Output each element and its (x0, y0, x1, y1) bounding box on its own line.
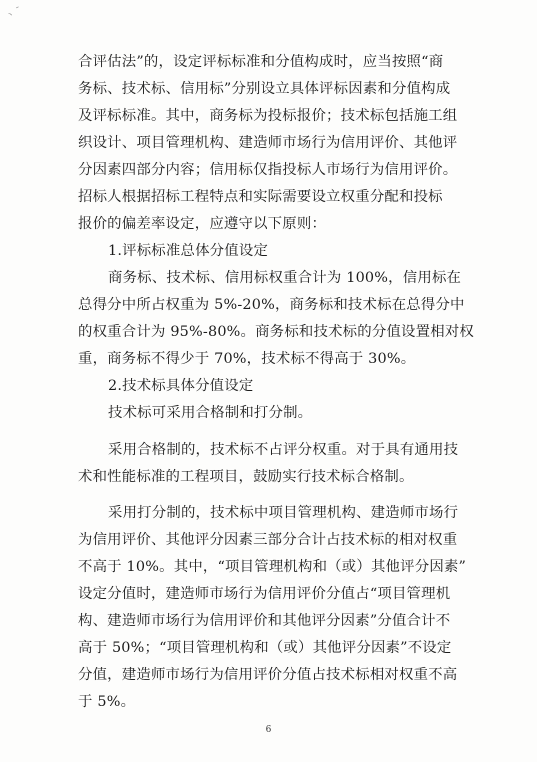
text-line: 报价的偏差率设定，应遵守以下原则： (78, 216, 327, 232)
text-line: 构、建造师市场行为信用评价和其他评分因素”分值合计不 (78, 613, 451, 629)
text-line: 采用打分制的，技术标中项目管理机构、建造师市场行 (108, 505, 459, 521)
text-line: 设定分值时，建造师市场行为信用评价分值占“项目管理机 (78, 586, 451, 602)
text-line: 的权重合计为 95%-80%。商务标和技术标的分值设置相对权 (78, 324, 475, 340)
text-line: 织设计、项目管理机构、建造师市场行为信用评价、其他评 (78, 135, 458, 151)
text-line: 高于 50%；“项目管理机构和（或）其他评分因素”不设定 (78, 640, 452, 656)
section-heading: 2.技术标具体分值设定 (108, 378, 254, 394)
text-line: 重，商务标不得少于 70%，技术标不得高于 30%。 (78, 351, 416, 367)
text-line: 不高于 10%。其中，“项目管理机构和（或）其他评分因素” (78, 559, 467, 575)
text-line: 于 5%。 (78, 694, 136, 710)
page-number: 6 (265, 725, 272, 735)
text-line: 分值，建造师市场行为信用评价分值占技术标相对权重不高 (78, 667, 458, 683)
text-line: 合评估法”的，设定评标标准和分值构成时，应当按照“商 (78, 54, 444, 70)
text-line: 采用合格制的，技术标不占评分权重。对于具有通用技 (108, 442, 459, 458)
text-line: 技术标可采用合格制和打分制。 (108, 405, 313, 421)
text-line: 术和性能标准的工程项目，鼓励实行技术标合格制。 (78, 469, 414, 485)
text-line: 总得分中所占权重为 5%-20%，商务标和技术标在总得分中 (78, 297, 465, 313)
section-heading: 1.评标标准总体分值设定 (108, 243, 269, 259)
text-line: 商务标、技术标、信用标权重合计为 100%，信用标在 (108, 270, 462, 286)
text-line: 招标人根据招标工程特点和实际需要设立权重分配和投标 (78, 189, 443, 205)
text-line: 分因素四部分内容；信用标仅指投标人市场行为信用评价。 (78, 162, 458, 178)
text-line: 为信用评价、其他评分因素三部分合计占技术标的相对权重 (78, 532, 458, 548)
scan-artifact-mark: ヽ ˉ (4, 5, 24, 22)
text-line: 务标、技术标、信用标”分别设立具体评标因素和分值构成 (78, 81, 451, 97)
text-line: 及评标标准。其中，商务标为投标报价；技术标包括施工组 (78, 108, 458, 124)
